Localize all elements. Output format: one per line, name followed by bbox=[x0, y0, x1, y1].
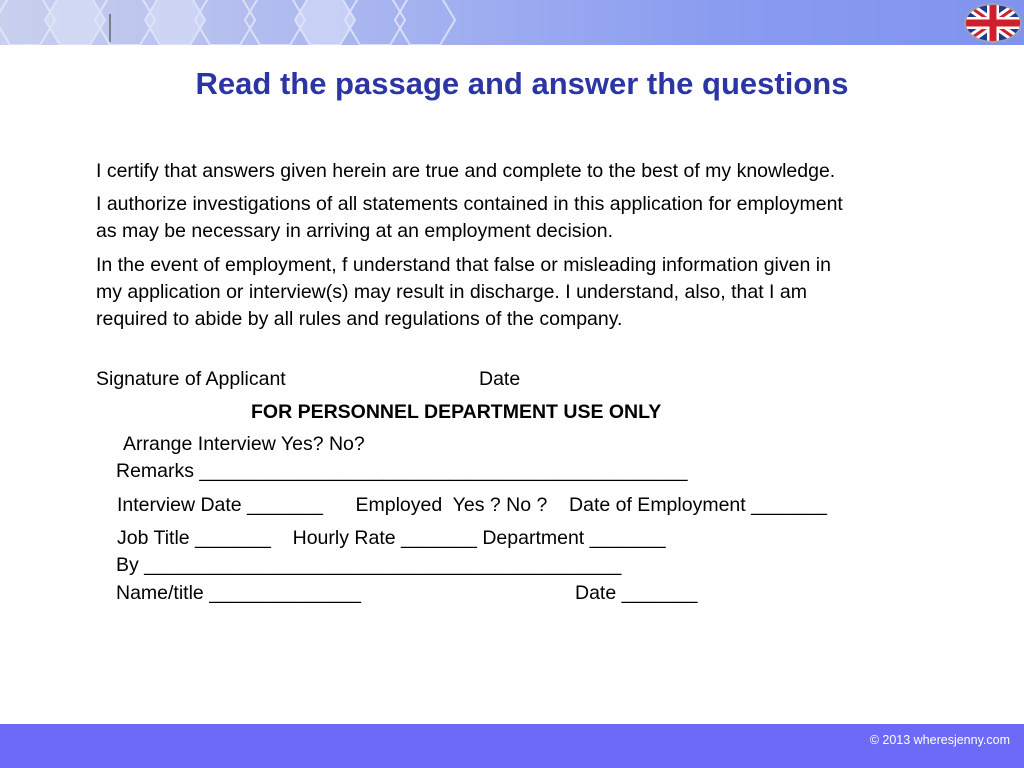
passage-line-3a: In the event of employment, f understand that false or misleading information given in bbox=[96, 254, 831, 276]
passage-line-1: I certify that answers given herein are true and complete to the best of my knowledge. bbox=[96, 160, 836, 182]
footer-band bbox=[0, 724, 1024, 768]
interview-row: Interview Date _______ Employed Yes ? No ? Date of Employment _______ bbox=[117, 494, 828, 516]
name-title-field: Name/title ______________ bbox=[116, 582, 362, 604]
by-field: By ____________________________________________ bbox=[116, 554, 622, 576]
passage-line-2b: as may be necessary in arriving at an employment decision. bbox=[96, 220, 613, 242]
job-row: Job Title _______ Hourly Rate _______ Department _______ bbox=[117, 527, 666, 549]
passage-line-3c: required to abide by all rules and regulations of the company. bbox=[96, 308, 623, 330]
remarks-field: Remarks _____________________________________________ bbox=[116, 460, 688, 482]
copyright-text: © 2013 wheresjenny.com bbox=[869, 733, 1010, 747]
page-title: Read the passage and answer the questions bbox=[195, 66, 849, 101]
passage-line-2a: I authorize investigations of all statements contained in this application for employment bbox=[96, 193, 843, 215]
personnel-heading: FOR PERSONNEL DEPARTMENT USE ONLY bbox=[251, 401, 662, 423]
hexagon-pattern bbox=[0, 0, 560, 45]
header-band bbox=[0, 0, 1024, 45]
signature-label: Signature of Applicant bbox=[96, 368, 286, 390]
arrange-interview: Arrange Interview Yes? No? bbox=[123, 433, 365, 455]
name-date-field: Date _______ bbox=[575, 582, 698, 604]
date-label: Date bbox=[479, 368, 521, 390]
passage-line-3b: my application or interview(s) may result in discharge. I understand, also, that I am bbox=[96, 281, 807, 303]
uk-flag-icon bbox=[963, 2, 1023, 44]
